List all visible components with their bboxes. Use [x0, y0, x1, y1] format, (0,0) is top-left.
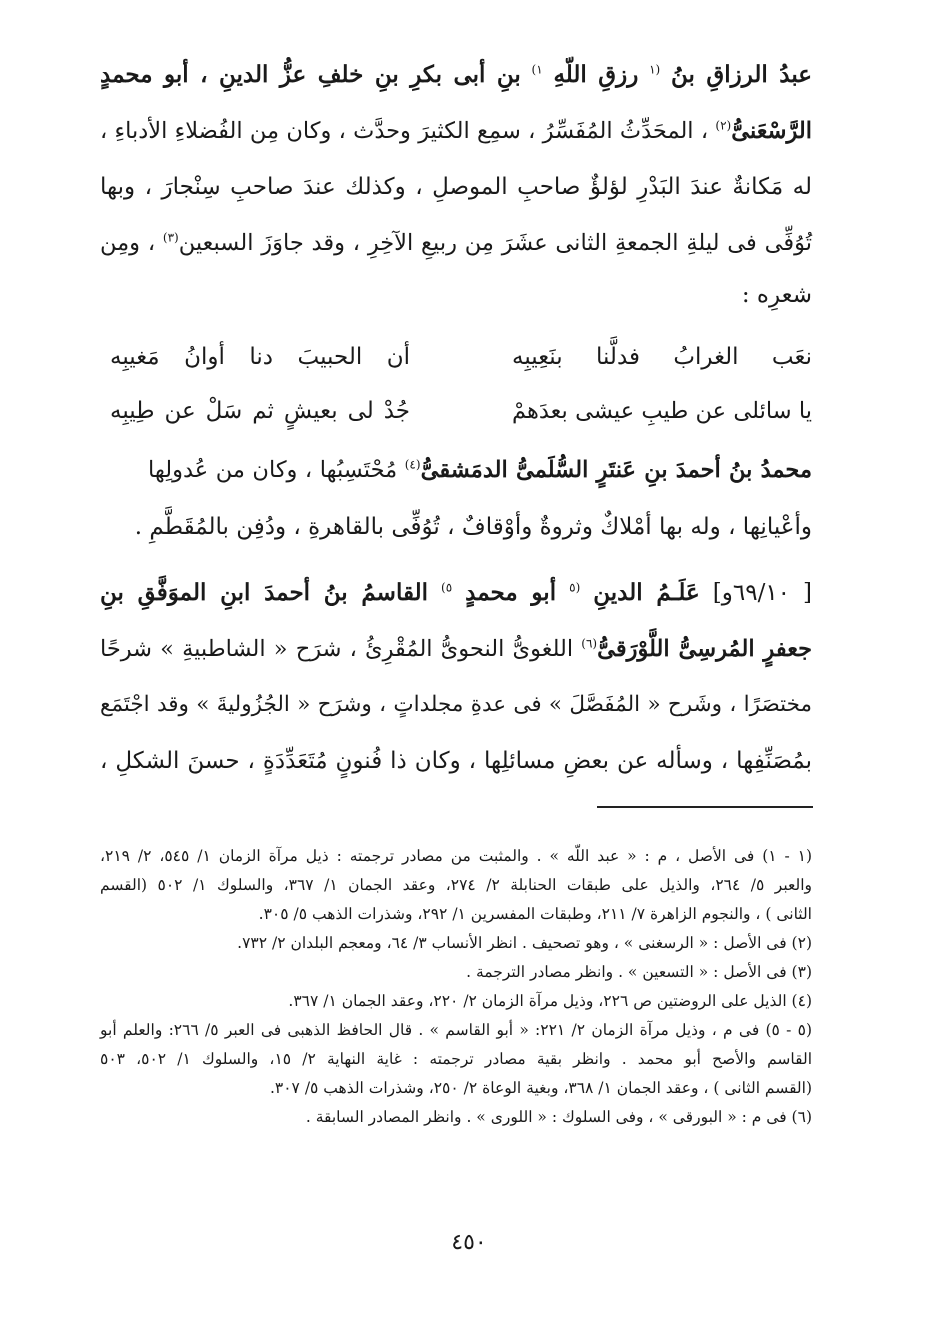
- footnote-5-line1: (٥ - ٥) فى م ، وذيل مرآة الزمان ٢/ ٢٢١: « أبو القاسم » . قال الحافظ الذهبى فى العبر ٥/ ٢٦٦: والعلم أبو: [100, 1021, 812, 1039]
- verse1-second-hemistich: أن الحبيبَ دنا أوانُ مَغيبِه: [110, 344, 410, 370]
- verse2-first-hemistich: يا سائلى عن طيبِ عيشى بعدَهمْ: [512, 398, 812, 424]
- footnote-ref-3: (٣): [162, 230, 179, 245]
- footnote-1-line1: (١ - ١) فى الأصل ، م : « عبد اللّه » . والمثبت من مصادر ترجمته : ذيل مرآة الزمان ١/ ٥٤٥، ٢/ ٢١٩،: [100, 847, 813, 865]
- footnote-ref-1-close: ١): [531, 62, 543, 77]
- page-number: ٤٥٠: [451, 1230, 487, 1255]
- entry2-line2: وأعْيانِها ، وله بها أمْلاكٌ وثروةٌ وأوْقافٌ ، تُوُفِّى بالقاهرةِ ، ودُفِن بالمُقَطَّمِ .: [134, 514, 812, 540]
- footnote-ref-2: (٢): [715, 118, 732, 133]
- footnote-2: (٢) فى الأصل : « الرسغنى » ، وهو تصحيف . انظر الأنساب ٣/ ٦٤، ومعجم البلدان ٢/ ٧٣٢.: [237, 934, 812, 952]
- manuscript-folio-ref: [ ٦٩/١٠و]: [712, 580, 813, 606]
- entry1-line4: [100, 223, 812, 263]
- entry3-text: اللغوىُّ النحوىُّ المُقْرِئُ ، شرَح « الشاطبيةِ » شرحًا: [100, 636, 574, 662]
- entry3-heading-a: عَلَـمُ الدينِ: [593, 579, 700, 606]
- footnote-ref-6: (٦): [581, 636, 598, 651]
- footnote-ref-1-open: (١: [649, 62, 661, 77]
- entry2-text: مُحْتَسِبُها ، وكان من عُدولِها: [148, 457, 398, 483]
- entry3-line4: بمُصَنِّفِها ، وسأله عن بعضِ مسائلِها ، وكان ذا فُنونٍ مُتَعَدِّدَةٍ ، حسنَ الشكلِ ،: [100, 748, 812, 774]
- entry1-heading-a: عبدُ الرزاقِ بنُ: [671, 61, 812, 88]
- entry3-heading-nisba: جعفرٍ المُرسِىُّ اللَّوْرَقىُّ: [597, 636, 812, 662]
- entry1-heading-b: رزقِ اللّهِ: [553, 61, 639, 88]
- footnote-separator: [597, 806, 813, 808]
- footnote-ref-4: (٤): [404, 457, 421, 472]
- entry1-heading-nisba: الرَّسْعَنىُّ: [731, 118, 812, 144]
- footnote-1-line3: الثانى ) ، والنجوم الزاهرة ٧/ ٢١١، وطبقات المفسرين ١/ ٢٩٢، وشذرات الذهب ٥/ ٣٠٥.: [258, 905, 812, 923]
- footnote-5-line2: القاسم والأصح أبو محمد . وانظر بقية مصادر ترجمته : غاية النهاية ٢/ ١٥، والسلوك ١/ ٥٠٢، ٥٠٣: [100, 1050, 812, 1068]
- entry1-heading-c: بنِ أبى بكرِ بنِ خلفِ عزُّ الدينِ ، أبو محمدٍ: [100, 61, 521, 88]
- footnote-1-line2: والعبر ٥/ ٢٦٤، والذيل على طبقات الحنابلة ٢/ ٢٧٤، وعقد الجمان ١/ ٣٦٧، والسلوك ١/ ٥٠٢ (القسم: [100, 876, 812, 894]
- footnote-4: (٤) الذيل على الروضتين ص ٢٢٦، وذيل مرآة الزمان ٢/ ٢٢٠، وعقد الجمان ١/ ٣٦٧.: [288, 992, 812, 1010]
- entry1-line5: شعرِه :: [741, 282, 812, 308]
- entry1-text: تُوُفِّى فى ليلةِ الجمعةِ الثانى عشَرَ مِن ربيعِ الآخِرِ ، وقد جاوَزَ السبعين: [178, 230, 812, 256]
- entry2-line1: [148, 450, 812, 490]
- entry3-line1: [100, 573, 812, 613]
- entry1-line2: [100, 111, 812, 151]
- entry3-line3: مختصَرًا ، وشَرح « المُفَصَّلَ » فى عدةِ مجلداتٍ ، وشرَح « الجُزُوليةَ » وقد اجْتَمَع: [100, 692, 812, 717]
- footnote-ref-5-close: ٥): [441, 580, 453, 595]
- entry1-text: ، ومِن: [100, 230, 156, 256]
- footnote-5-line3: (القسم الثانى ) ، وعقد الجمان ١/ ٣٦٨، وبغية الوعاة ٢/ ٢٥٠، وشذرات الذهب ٥/ ٣٠٧.: [269, 1079, 812, 1097]
- footnote-ref-5-open: (٥: [569, 580, 581, 595]
- entry3-line2: [100, 629, 812, 669]
- entry3-heading-b: أبو محمدٍ: [465, 579, 557, 606]
- entry1-line3: له مَكانةٌ عندَ البَدْرِ لؤلؤٌ صاحبِ الموصلِ ، وكذلك عندَ صاحبِ سِنْجارَ ، وبها: [100, 174, 812, 200]
- entry1-line1: [100, 55, 812, 95]
- verse2-second-hemistich: جُدْ لى بعيشٍ ثم سَلْ عن طِيبِه: [110, 398, 410, 424]
- entry1-text: ، المحَدِّثُ المُفَسِّرُ ، سمِع الكثيرَ وحدَّث ، وكان مِن الفُضلاءِ الأدباءِ ،: [100, 118, 709, 144]
- verse1-first-hemistich: نعَب الغرابُ فدلَّنا بنَعِيبِه: [512, 344, 812, 370]
- entry3-heading-c: القاسمُ بنُ أحمدَ ابنِ الموَفَّقِ بنِ: [100, 579, 428, 606]
- entry2-heading: محمدُ بنُ أحمدَ بنِ عَنتَرٍ السُّلَمىُّ الدمَشقىُّ: [420, 457, 812, 483]
- footnote-3: (٣) فى الأصل : « التسعين » . وانظر مصادر الترجمة .: [466, 963, 812, 981]
- footnote-6: (٦) فى م : « البورقى » ، وفى السلوك : « اللورى » . وانظر المصادر السابقة .: [305, 1108, 812, 1126]
